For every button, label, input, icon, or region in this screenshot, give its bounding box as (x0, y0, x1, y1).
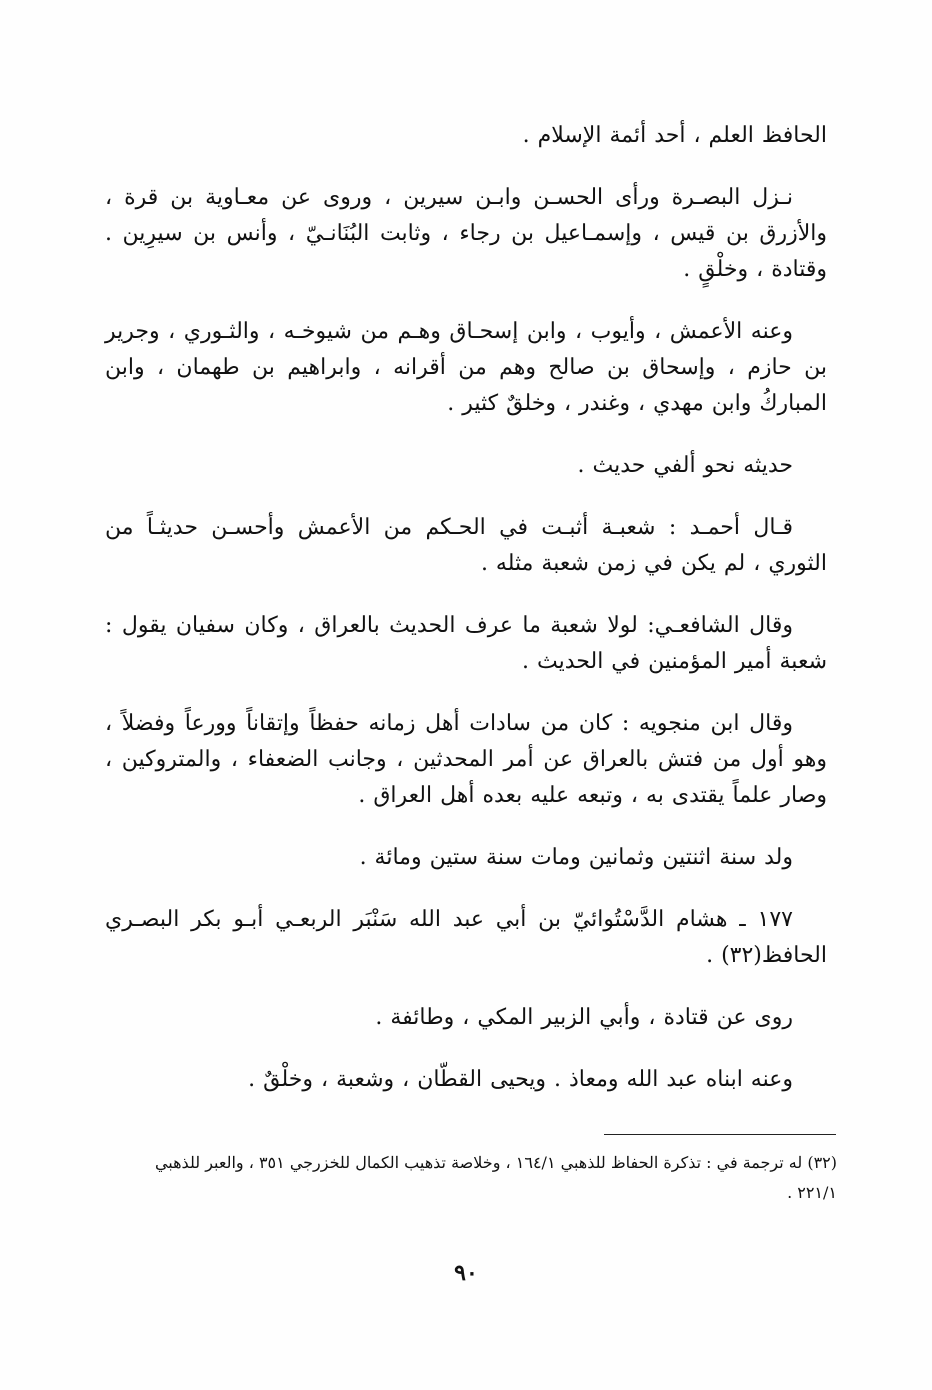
paragraph-5: قـال أحمـد : شعبـة أثبـت في الحـكم من الأعمش وأحسـن حديثـاً من الثوري ، لم يكن في زمن شعبة مثله . (105, 515, 827, 576)
paragraph-1: الحافظ العلم ، أحد أئمة الإسلام . (522, 123, 827, 148)
page-number: ٩٠ (454, 1260, 478, 1286)
paragraph-10: روى عن قتادة ، وأبي الزبير المكي ، وطائفة . (375, 1005, 793, 1030)
paragraph-4: حديثه نحو ألفي حديث . (577, 453, 793, 478)
footnote: (٣٢) له ترجمة في : تذكرة الحفاظ للذهبي ١٦٤/١ ، وخلاصة تذهيب الكمال للخزرجي ٣٥١ ، والعبر للذهبي ٢٢١/١ . (154, 1153, 837, 1202)
paragraph-8: ولد سنة اثنتين وثمانين ومات سنة ستين ومائة . (359, 845, 793, 870)
paragraph-3: وعنه الأعمش ، وأيوب ، وابن إسحـاق وهـم من شيوخـه ، والثـوري ، وجرير بن حازم ، وإسحاق بن صالح وهم من أقرانه ، وابراهيم بن طهمان ، وابن المباركُ وابن مهدي ، وغندر ، وخلقٌ كثير . (105, 319, 827, 416)
paragraph-7: وقال ابن منجويه : كان من سادات أهل زمانه حفظاً وإتقاناً وورعاً وفضلاً ، وهو أول من فتش بالعراق عن أمر المحدثين ، وجانب الضعفاء ، والمتروكين ، وصار علماً يقتدى به ، وتبعه عليه بعده أهل العراق . (105, 711, 827, 808)
paragraph-11: وعنه ابناه عبد الله ومعاذ . ويحيى القطّان ، وشعبة ، وخلْقٌ . (248, 1067, 793, 1092)
footnote-separator (604, 1134, 836, 1135)
paragraph-2: نـزل البصـرة ورأى الحسـن وابـن سيرين ، وروى عن معـاوية بن قرة ، والأزرق بن قيس ، وإسمـاعيل بن رجاء ، وثابت البُنَانـيّ ، وأنس بن سيرِين . وقتادة ، وخلْقٍ . (105, 185, 827, 282)
main-text (105, 118, 827, 1124)
paragraph-6: وقال الشافعـي: لولا شعبة ما عرف الحديث بالعراق ، وكان سفيان يقول : شعبة أمير المؤمنين في الحديث . (105, 613, 827, 674)
entry-heading-177: ١٧٧ ـ هشام الدَّسْتُوائيّ بن أبي عبد الله سَنْبَر الربعـي أبـو بكر البصـري الحافظ(٣٢) . (105, 907, 827, 968)
